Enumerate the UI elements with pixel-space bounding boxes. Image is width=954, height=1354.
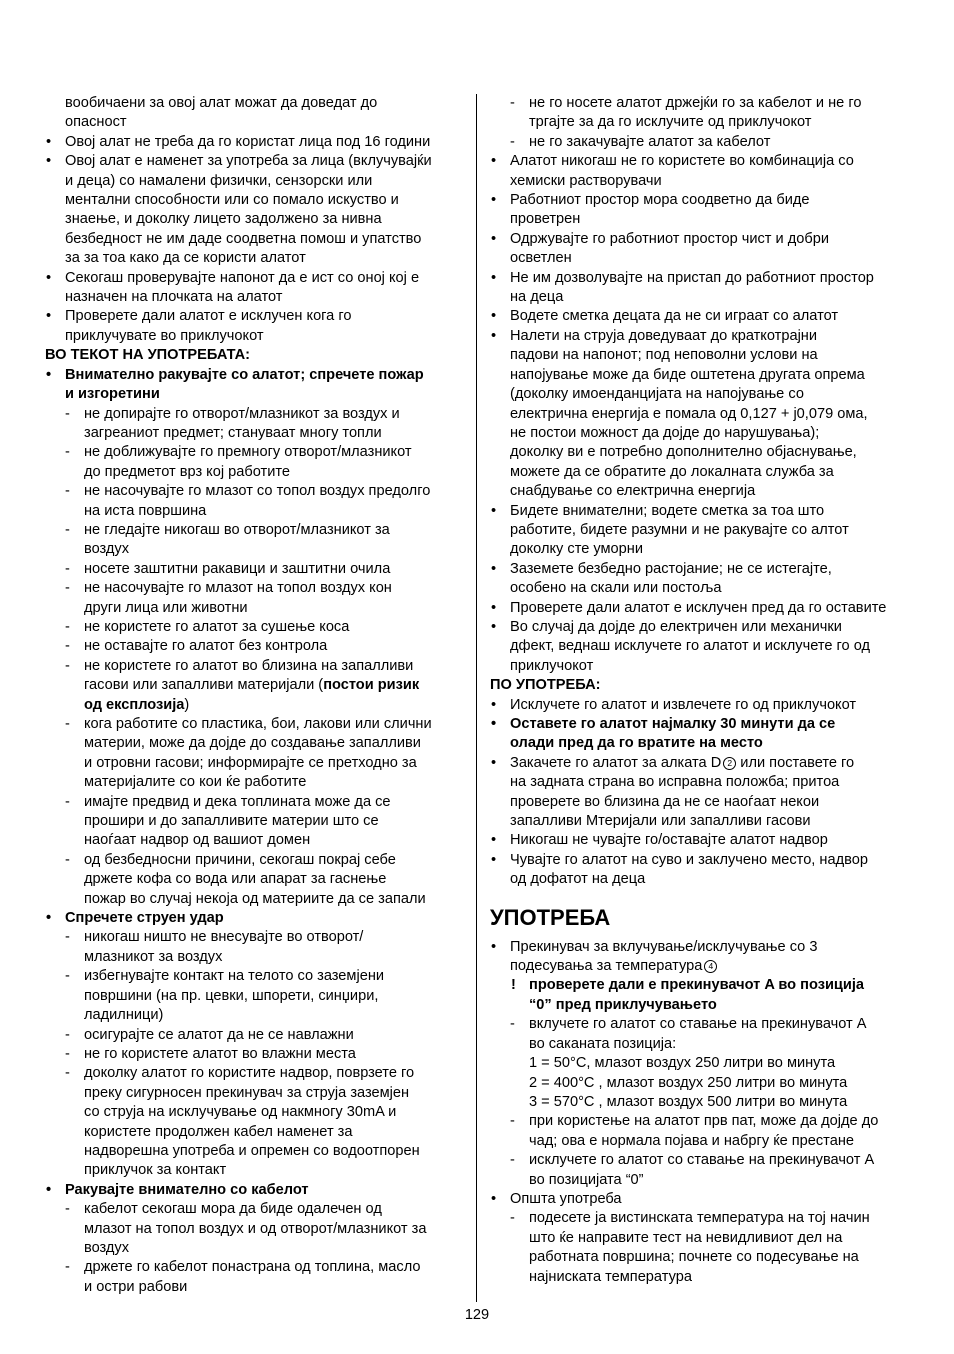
line-text: најниската температура bbox=[529, 1268, 692, 1285]
line-text: напојување може да биде оштетена другата опрема bbox=[510, 366, 865, 383]
line-text: од безбедносни причини, секогаш покрај себе bbox=[84, 851, 396, 868]
text-line bbox=[490, 307, 915, 326]
line-text: исклучете го алатот со ставање на прекинувачот A bbox=[529, 1152, 875, 1169]
line-text: избегнувајте контакт на телото со заземјени bbox=[84, 968, 385, 985]
text-line bbox=[490, 793, 915, 812]
text-line bbox=[490, 1112, 915, 1131]
line-text: воздух bbox=[84, 1239, 130, 1256]
text-line bbox=[490, 133, 915, 152]
text-line bbox=[45, 1220, 470, 1239]
text-line bbox=[45, 482, 470, 501]
text-line bbox=[490, 1190, 915, 1209]
line-text: пожар во случај некоја од материите да се запали bbox=[84, 890, 426, 907]
line-text: не доближувајте го премногу отворот/млазникот bbox=[84, 444, 412, 461]
line-text: Прекинувач за вклучување/исклучување со 3 bbox=[510, 938, 818, 955]
line-text: држете кофа со вода или апарат за гаснење bbox=[84, 871, 387, 888]
line-text: Одржувајте го работниот простор чист и добри bbox=[510, 230, 830, 247]
text-line bbox=[490, 366, 915, 385]
line-text: Проверете дали алатот е исклучен кога го bbox=[65, 308, 352, 325]
line-text: УПОТРЕБА bbox=[490, 904, 611, 930]
line-text-tail: ) bbox=[184, 696, 190, 713]
line-text: на задната страна во исправна положба; притоа bbox=[510, 774, 840, 791]
text-line bbox=[490, 1268, 915, 1287]
line-text: Работниот простор мора соодветно да биде bbox=[510, 192, 810, 209]
text-line bbox=[45, 210, 470, 229]
text-line bbox=[490, 1171, 915, 1190]
figure-reference-icon: 2 bbox=[723, 757, 736, 770]
line-text: што ќе направите тест на невидливиот дел на bbox=[529, 1229, 843, 1246]
line-text: млазот на топол воздух и од отворот/млазникот за bbox=[84, 1220, 427, 1237]
bold-text: од експлозија bbox=[84, 696, 185, 713]
line-text: во позицијата “0” bbox=[529, 1171, 644, 1188]
line-text: и изгоретини bbox=[65, 386, 160, 403]
text-line bbox=[490, 1248, 915, 1267]
text-line bbox=[45, 540, 470, 559]
text-line bbox=[490, 976, 915, 995]
line-text: опасност bbox=[65, 114, 127, 131]
line-text: олади пред да го вратите на место bbox=[510, 735, 763, 752]
text-line bbox=[490, 424, 915, 443]
text-line bbox=[45, 1064, 470, 1083]
subheading bbox=[45, 346, 470, 365]
text-line bbox=[490, 637, 915, 656]
line-text: назначен на плочката на алатот bbox=[65, 289, 283, 306]
text-line bbox=[490, 754, 915, 773]
line-text: и остри рабови bbox=[84, 1278, 188, 1295]
text-line bbox=[490, 443, 915, 462]
line-text: воздух bbox=[84, 541, 130, 558]
line-text: не го закачувајте алатот за кабелот bbox=[529, 133, 771, 150]
line-text: Внимателно ракувајте со алатот; спречете пожар bbox=[65, 366, 424, 383]
line-text: подесувања за температура bbox=[510, 958, 703, 975]
line-text: кога работите со пластика, бои, лакови или слични bbox=[84, 716, 432, 732]
text-line bbox=[45, 443, 470, 462]
line-text: вклучете го алатот со ставање на прекинувачот A bbox=[529, 1016, 867, 1033]
text-line bbox=[490, 957, 915, 976]
text-line bbox=[490, 938, 915, 957]
figure-reference-icon: 4 bbox=[704, 960, 717, 973]
line-text: Закачете го алатот за алката D bbox=[510, 754, 722, 771]
text-line bbox=[45, 773, 470, 792]
line-text: Во случај да дојде до електричен или механички bbox=[510, 618, 842, 635]
line-text: 3 = 570°C , млазот воздух 500 литри во минута bbox=[529, 1093, 848, 1110]
line-text: особено на скали или постоља bbox=[510, 580, 722, 597]
text-line bbox=[45, 1278, 470, 1297]
line-text: чад; ова е нормала појава и набргу ќе престане bbox=[529, 1132, 854, 1149]
text-line bbox=[490, 502, 915, 521]
line-text: Исклучете го алатот и извлечете го од приклучокот bbox=[510, 696, 857, 713]
line-text: гасови или запалливи материјали ( bbox=[84, 677, 324, 694]
text-line bbox=[45, 307, 470, 326]
text-line bbox=[45, 618, 470, 637]
line-text: електрична енергија е помала од 0,127 + j0,079 ома, bbox=[510, 405, 868, 422]
line-text: не користете го алатот во близина на запалливи bbox=[84, 657, 414, 674]
text-line bbox=[45, 249, 470, 268]
text-line bbox=[490, 599, 915, 618]
text-line bbox=[490, 152, 915, 171]
text-line bbox=[45, 94, 470, 113]
line-text: ладилници) bbox=[84, 1007, 164, 1024]
line-text: не оставајте го алатот без контрола bbox=[84, 638, 328, 655]
line-text: Општа употреба bbox=[510, 1190, 622, 1207]
text-line bbox=[490, 269, 915, 288]
line-text: не насочувајте го млазот на топол воздух кон bbox=[84, 580, 392, 597]
line-text: Налети на струја доведуваат до краткотрајни bbox=[510, 327, 818, 344]
text-line bbox=[45, 502, 470, 521]
text-line bbox=[490, 191, 915, 210]
text-line bbox=[45, 230, 470, 249]
text-line bbox=[45, 172, 470, 191]
text-line bbox=[45, 1123, 470, 1142]
line-text: доколку алатот го користите надвор, поврзете го bbox=[84, 1065, 415, 1082]
line-text: осигурајте се алатот да не се навлажни bbox=[84, 1026, 354, 1043]
line-text: Чувајте го алатот на суво и заклучено место, надвор bbox=[510, 851, 868, 868]
text-line bbox=[490, 1074, 915, 1093]
text-line bbox=[45, 560, 470, 579]
text-line bbox=[45, 1045, 470, 1064]
text-line bbox=[45, 967, 470, 986]
line-text: држете го кабелот понастрана од топлина, масло bbox=[84, 1259, 421, 1276]
line-text: вообичаени за овој алат можат да доведат до bbox=[65, 95, 378, 111]
line-text: и деца) со намалени физички, сензорски или bbox=[65, 172, 373, 189]
line-text: “0” пред приклучувањето bbox=[529, 996, 717, 1013]
text-line bbox=[490, 249, 915, 268]
line-text: можете да се обратите до локалната служба за bbox=[510, 463, 834, 480]
text-line bbox=[490, 831, 915, 850]
text-line bbox=[45, 1258, 470, 1277]
line-text: доколку ви е потребно дополнително објаснување, bbox=[510, 444, 857, 461]
text-line bbox=[45, 579, 470, 598]
text-line bbox=[490, 405, 915, 424]
line-text: не го користете алатот во влажни места bbox=[84, 1045, 356, 1062]
line-text: во саканата позиција: bbox=[529, 1035, 677, 1052]
text-line bbox=[45, 133, 470, 152]
text-line bbox=[490, 851, 915, 870]
line-text: материи, може да дојде до создавање запалливи bbox=[84, 735, 421, 752]
line-text: 2 = 400°C , млазот воздух 250 литри во минута bbox=[529, 1074, 848, 1091]
line-text: знаење, и доколку лицето задолжено за нивна bbox=[65, 211, 382, 228]
line-text: од дофатот на деца bbox=[510, 871, 646, 888]
line-text: не насочувајте го млазот со топол воздух предолго bbox=[84, 483, 431, 500]
line-text: Спречете струен удар bbox=[65, 910, 224, 927]
text-line bbox=[45, 269, 470, 288]
line-text: загреаниот предмет; стануваат многу топли bbox=[84, 424, 382, 441]
text-line bbox=[45, 948, 470, 967]
text-line bbox=[490, 1209, 915, 1228]
line-text: носете заштитни ракавици и заштитни очила bbox=[84, 560, 391, 577]
line-text: никогаш ништо не внесувајте во отворот/ bbox=[84, 929, 364, 946]
left-column bbox=[45, 94, 470, 1297]
line-text: подесете ја вистинската температура на тој начин bbox=[529, 1210, 870, 1227]
line-text: и отровни гасови; информирајте се претходно за bbox=[84, 754, 417, 771]
line-text: безбедност не им даде соодветна помош и упатство bbox=[65, 230, 422, 247]
line-text: Никогаш не чувајте го/оставајте алатот надвор bbox=[510, 832, 828, 849]
line-text: со струја на исклучување од накмногу 30mA и bbox=[84, 1104, 397, 1121]
text-line bbox=[490, 172, 915, 191]
line-text: проветрен bbox=[510, 211, 581, 228]
text-line bbox=[45, 734, 470, 753]
text-line bbox=[490, 773, 915, 792]
text-line bbox=[490, 618, 915, 637]
line-text: Проверете дали алатот е исклучен пред да го оставите bbox=[510, 599, 887, 616]
text-line bbox=[45, 696, 470, 715]
line-text: за за тоа како да се користи алатот bbox=[65, 250, 306, 267]
text-line bbox=[45, 676, 470, 695]
text-line bbox=[490, 1015, 915, 1034]
line-text: проверете дали е прекинувачот A во позиција bbox=[529, 977, 865, 994]
text-line bbox=[45, 405, 470, 424]
text-line bbox=[45, 754, 470, 773]
text-line bbox=[45, 812, 470, 831]
text-line bbox=[45, 1142, 470, 1161]
text-line bbox=[45, 1200, 470, 1219]
text-line bbox=[45, 366, 470, 385]
line-text: до предметот врз кој работите bbox=[84, 463, 291, 480]
text-line bbox=[490, 113, 915, 132]
line-text: работната површина; почнете со подесување на bbox=[529, 1249, 859, 1266]
right-column bbox=[490, 94, 915, 1287]
line-text: ментални способности или со помало искуство и bbox=[65, 192, 399, 209]
line-text: приклучокот bbox=[510, 657, 594, 674]
text-line bbox=[45, 1181, 470, 1200]
line-text: Бидете внимателни; водете сметка за тоа што bbox=[510, 502, 825, 519]
text-line bbox=[490, 210, 915, 229]
line-text: не постои можност да дојде до нарушувања); bbox=[510, 424, 820, 441]
text-line bbox=[45, 113, 470, 132]
text-line bbox=[45, 385, 470, 404]
line-text: Овој алат не треба да го користат лица под 16 години bbox=[65, 133, 431, 150]
text-line bbox=[490, 1132, 915, 1151]
line-text: не гледајте никогаш во отворот/млазникот за bbox=[84, 521, 390, 538]
text-line bbox=[490, 327, 915, 346]
text-line bbox=[45, 599, 470, 618]
text-line bbox=[490, 540, 915, 559]
text-line bbox=[490, 657, 915, 676]
page-number: 129 bbox=[464, 1307, 490, 1323]
section-title bbox=[490, 904, 915, 932]
text-line bbox=[490, 734, 915, 753]
line-text: Заземете безбедно растојание; не се истегајте, bbox=[510, 560, 832, 577]
line-text: користете продолжен кабел наменет за bbox=[84, 1123, 353, 1140]
line-text: дфект, веднаш исклучете го алатот и исклучете го од bbox=[510, 638, 871, 655]
text-line bbox=[490, 1035, 915, 1054]
line-text: прошири и до запалливите материи што се bbox=[84, 813, 379, 830]
line-text: ПО УПОТРЕБА: bbox=[490, 677, 601, 694]
text-line bbox=[490, 230, 915, 249]
bold-text: постои ризик bbox=[323, 677, 420, 694]
text-line bbox=[45, 1084, 470, 1103]
line-text: не го носете алатот држејќи го за кабелот и не го bbox=[529, 95, 862, 111]
text-line bbox=[45, 1006, 470, 1025]
text-line bbox=[45, 1161, 470, 1180]
line-text: (доколку имоенданцијата на напојување со bbox=[510, 386, 804, 403]
line-text: 1 = 50°C, млазот воздух 250 литри во минута bbox=[529, 1055, 836, 1072]
text-line bbox=[490, 463, 915, 482]
line-text: запалливи Мтеријали или запалливи гасови bbox=[510, 813, 811, 830]
line-text: падови на напонот; под неповолни услови на bbox=[510, 347, 818, 364]
text-line bbox=[490, 812, 915, 831]
line-text: имајте предвид и дека топлината може да се bbox=[84, 793, 391, 810]
line-text: преку сигурносен прекинувач за струја заземјен bbox=[84, 1084, 410, 1101]
line-text: наоѓаат надвор од вашиот домен bbox=[84, 832, 311, 849]
line-text: млазникот за воздух bbox=[84, 948, 223, 965]
text-line bbox=[45, 288, 470, 307]
line-text: на иста површина bbox=[84, 502, 207, 519]
line-text: Алатот никогаш не го користете во комбинација со bbox=[510, 153, 854, 170]
text-line bbox=[45, 637, 470, 656]
line-text: кабелот секогаш мора да биде одалечен од bbox=[84, 1201, 382, 1218]
line-text: хемиски растворувачи bbox=[510, 172, 662, 189]
line-text: Секогаш проверувајте напонот да е ист со оној кој е bbox=[65, 269, 420, 286]
text-line bbox=[45, 851, 470, 870]
line-text: Не им дозволувајте на пристап до работниот простор bbox=[510, 269, 874, 286]
text-line bbox=[45, 928, 470, 947]
text-line bbox=[490, 696, 915, 715]
text-line bbox=[490, 288, 915, 307]
line-text: тргајте за да го исклучите од приклучокот bbox=[529, 114, 812, 131]
line-text: Овој алат е наменет за употреба за лица (вклучувајќи bbox=[65, 153, 432, 170]
line-text: снабдување со електрична енергија bbox=[510, 483, 756, 500]
text-line bbox=[490, 1093, 915, 1112]
column-divider bbox=[476, 94, 477, 1302]
text-line bbox=[490, 870, 915, 889]
line-text: приклучок за контакт bbox=[84, 1162, 227, 1179]
line-text: не допирајте го отворот/млазникот за воздух и bbox=[84, 405, 400, 422]
text-line bbox=[45, 715, 470, 734]
text-line bbox=[45, 521, 470, 540]
text-line bbox=[45, 424, 470, 443]
text-line bbox=[490, 1229, 915, 1248]
line-text: проверете во близина да не се наоѓаат некои bbox=[510, 793, 820, 810]
line-text: приклучувате во приклучокот bbox=[65, 327, 264, 344]
text-line bbox=[45, 890, 470, 909]
text-line bbox=[45, 327, 470, 346]
line-text: доколку сте уморни bbox=[510, 541, 643, 558]
text-line bbox=[45, 831, 470, 850]
text-line bbox=[45, 463, 470, 482]
text-line bbox=[45, 793, 470, 812]
text-line bbox=[45, 1026, 470, 1045]
text-line bbox=[45, 657, 470, 676]
line-text: осветлен bbox=[510, 250, 572, 267]
text-line bbox=[490, 1151, 915, 1170]
line-text: на деца bbox=[510, 289, 564, 306]
line-text: ВО ТЕКОТ НА УПОТРЕБАТА: bbox=[45, 347, 251, 364]
text-line bbox=[490, 560, 915, 579]
line-text: при користење на алатот прв пат, може да дојде до bbox=[529, 1113, 879, 1130]
line-text: други лица или животни bbox=[84, 599, 248, 616]
text-line bbox=[45, 987, 470, 1006]
line-text: надворешна употреба и опремен со водоотпорен bbox=[84, 1142, 420, 1159]
text-line bbox=[490, 346, 915, 365]
line-text: не користете го алатот за сушење коса bbox=[84, 618, 350, 635]
text-line bbox=[490, 579, 915, 598]
line-text: работите, бидете разумни и не ракувајте со алтот bbox=[510, 521, 849, 538]
text-line bbox=[490, 1054, 915, 1073]
line-text: Ракувајте внимателно со кабелот bbox=[65, 1181, 309, 1198]
text-line bbox=[45, 1239, 470, 1258]
text-line bbox=[45, 191, 470, 210]
text-line bbox=[45, 152, 470, 171]
subheading bbox=[490, 676, 915, 695]
line-text: материјалите со кои ќе работите bbox=[84, 774, 307, 791]
text-line bbox=[490, 94, 915, 113]
text-line bbox=[45, 909, 470, 928]
text-line bbox=[490, 385, 915, 404]
text-line bbox=[45, 1103, 470, 1122]
line-text: Водете сметка децата да не си играат со алатот bbox=[510, 308, 839, 325]
text-line bbox=[490, 521, 915, 540]
line-text: површини (на пр. цевки, шпорети, синџири, bbox=[84, 987, 379, 1004]
line-text-tail: или поставете го bbox=[736, 754, 855, 771]
text-line bbox=[490, 996, 915, 1015]
text-line bbox=[490, 482, 915, 501]
text-line bbox=[490, 715, 915, 734]
line-text: Оставете го алатот најмалку 30 минути да се bbox=[510, 716, 836, 732]
text-line bbox=[45, 870, 470, 889]
